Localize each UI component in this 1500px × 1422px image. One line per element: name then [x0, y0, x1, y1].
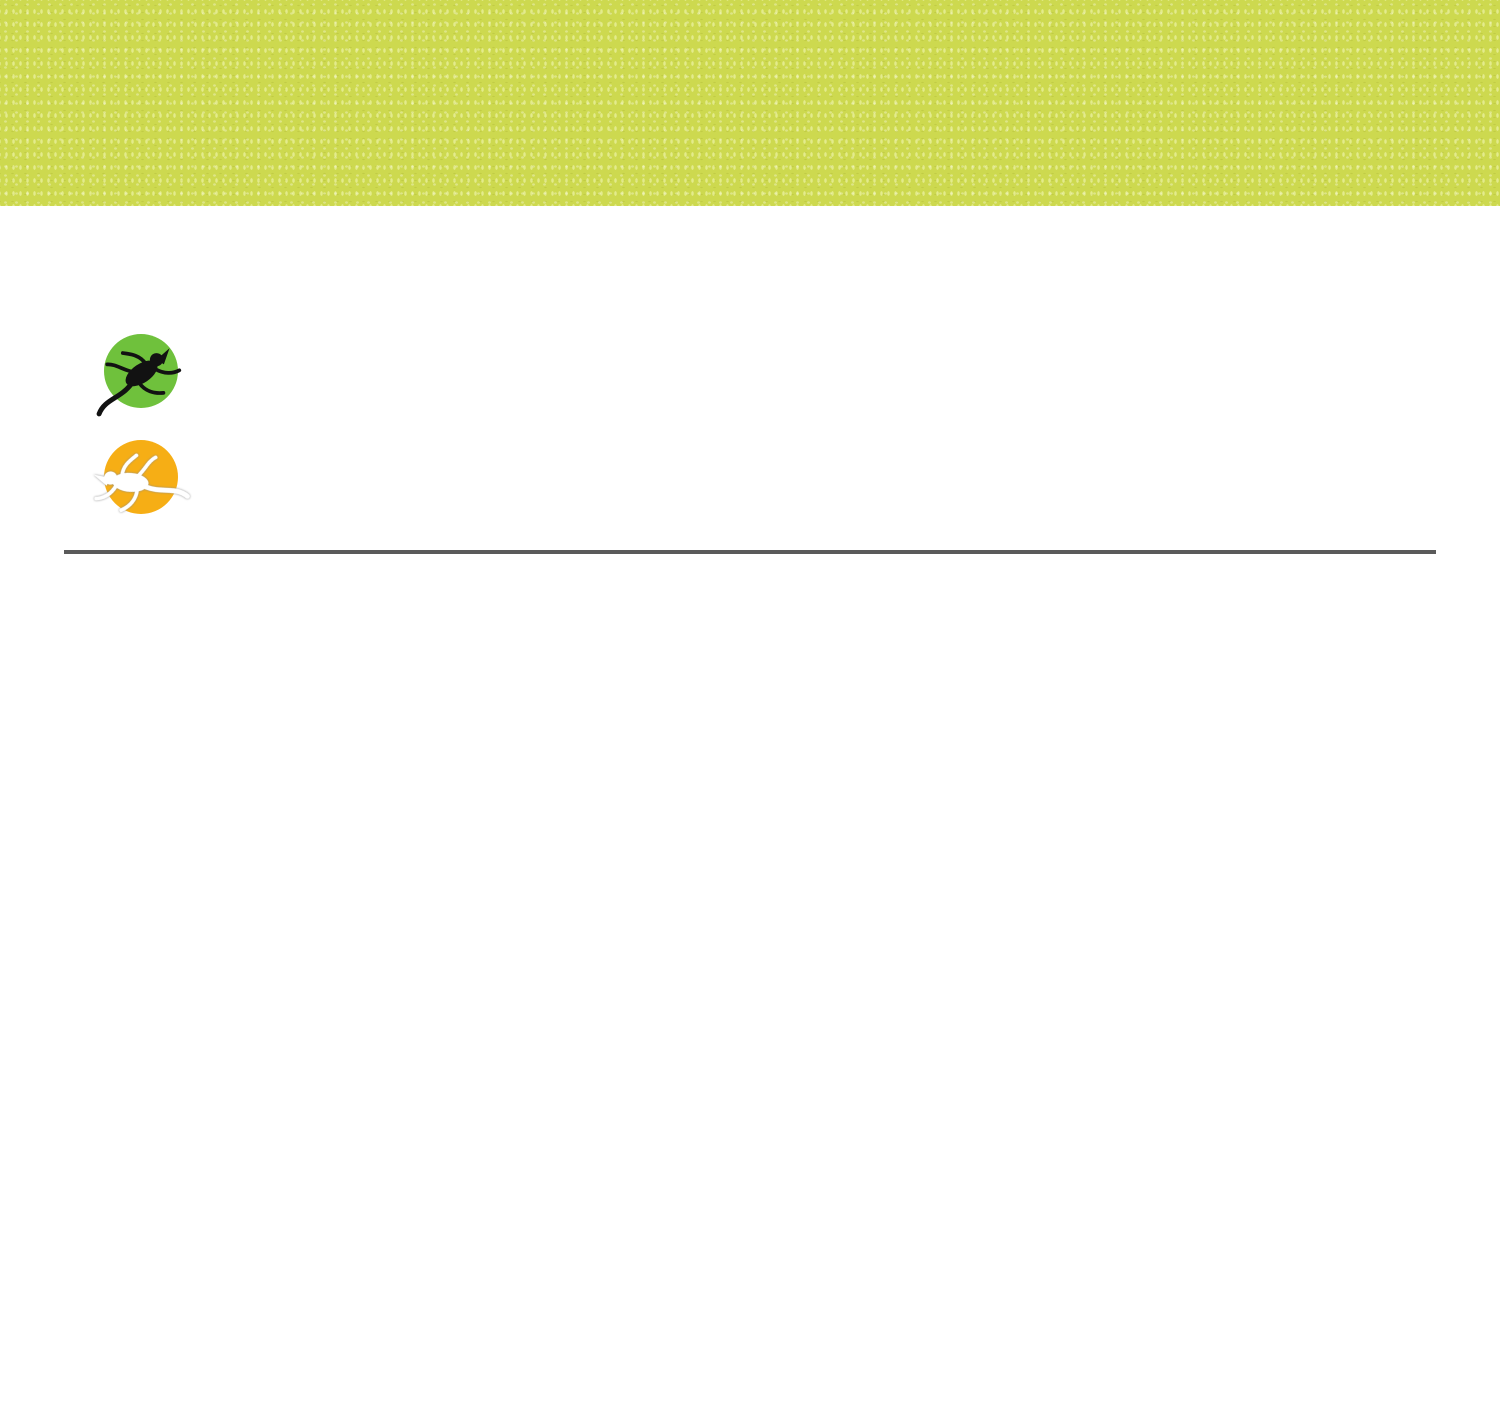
top-section	[64, 206, 1436, 546]
preferred-badge	[104, 334, 178, 408]
legend-preferred	[104, 334, 396, 408]
lizard-icon	[62, 433, 210, 530]
acceptable-badge	[104, 440, 178, 514]
header-banner	[0, 0, 1500, 206]
legend-acceptable	[104, 440, 396, 514]
bedding-table	[64, 550, 1436, 554]
lizard-icon	[62, 325, 211, 426]
legend	[64, 288, 396, 546]
